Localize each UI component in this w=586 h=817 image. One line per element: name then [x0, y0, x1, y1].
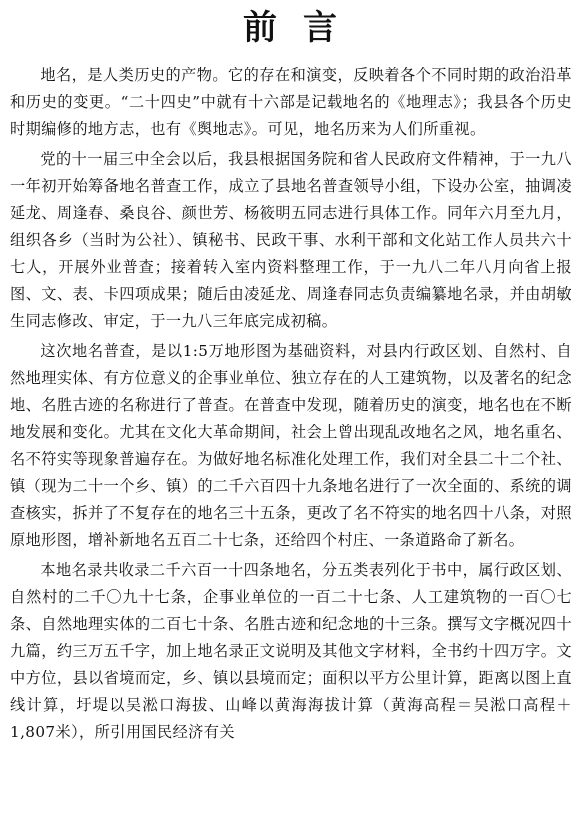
paragraph-3: 这次地名普查，是以1:5万地形图为基础资料，对县内行政区划、自然村、自然地理实体、有方位意义的企事业单位、独立存在的人工建筑物，以及著名的纪念地、名胜古迹的名称进行了普查。在普查中发现，随着历史的演变，地名也在不断地发展和变化。尤其在文化大革命期间，社会上曾出现乱改地名之风，地名重名、名不符实等现象普遍存在。为做好地名标准化处理工作，我们对全县二十二个社、镇（现为二十一个乡、镇）的二千六百四十九条地名进行了一次全面的、系统的调查核实，拆并了不复存在的地名三十五条，更改了名不符实的地名四十八条，对照原地形图，增补新地名五百二十七条，还给四个村庄、一条道路命了新名。 — [10, 342, 572, 549]
page-title: 前言 — [243, 8, 363, 48]
paragraph-1: 地名，是人类历史的产物。它的存在和演变，反映着各个不同时期的政治沿革和历史的变更。“二十四史”中就有十六部是记载地名的《地理志》；我县各个历史时期编修的地方志，也有《舆地志》。可见，地名历来为人们所重视。 — [10, 66, 572, 138]
paragraph-2: 党的十一届三中全会以后，我县根据国务院和省人民政府文件精神，于一九八一年初开始筹备地名普查工作，成立了县地名普查领导小组，下设办公室，抽调凌延龙、周逢春、桑良谷、颜世芳、杨筱明五同志进行具体工作。同年六月至九月，组织各乡（当时为公社）、镇秘书、民政干事、水利干部和文化站工作人员共六十七人，开展外业普查；接着转入室内资料整理工作，于一九八二年八月向省上报图、文、表、卡四项成果；随后由凌延龙、周逢春同志负责编纂地名录，并由胡敏生同志修改、审定，于一九八三年底完成初稿。 — [10, 150, 572, 330]
paragraph-4: 本地名录共收录二千六百一十四条地名，分五类表列化于书中，属行政区划、自然村的二千〇九十七条，企事业单位的一百二十七条、人工建筑物的一百〇七条、自然地理实体的二百七十条、名胜古迹和纪念地的十三条。撰写文字概况四十九篇，约三万五千字，加上地名录正文说明及其他文字材料，全书约十四万字。文中方位，县以省境而定，乡、镇以县境而定；面积以平方公里计算，距离以图上直线计算，圩堤以吴淞口海拔、山峰以黄海海拔计算（黄海高程＝吴淞口高程＋1,807米），所引用国民经济有关 — [10, 561, 572, 741]
